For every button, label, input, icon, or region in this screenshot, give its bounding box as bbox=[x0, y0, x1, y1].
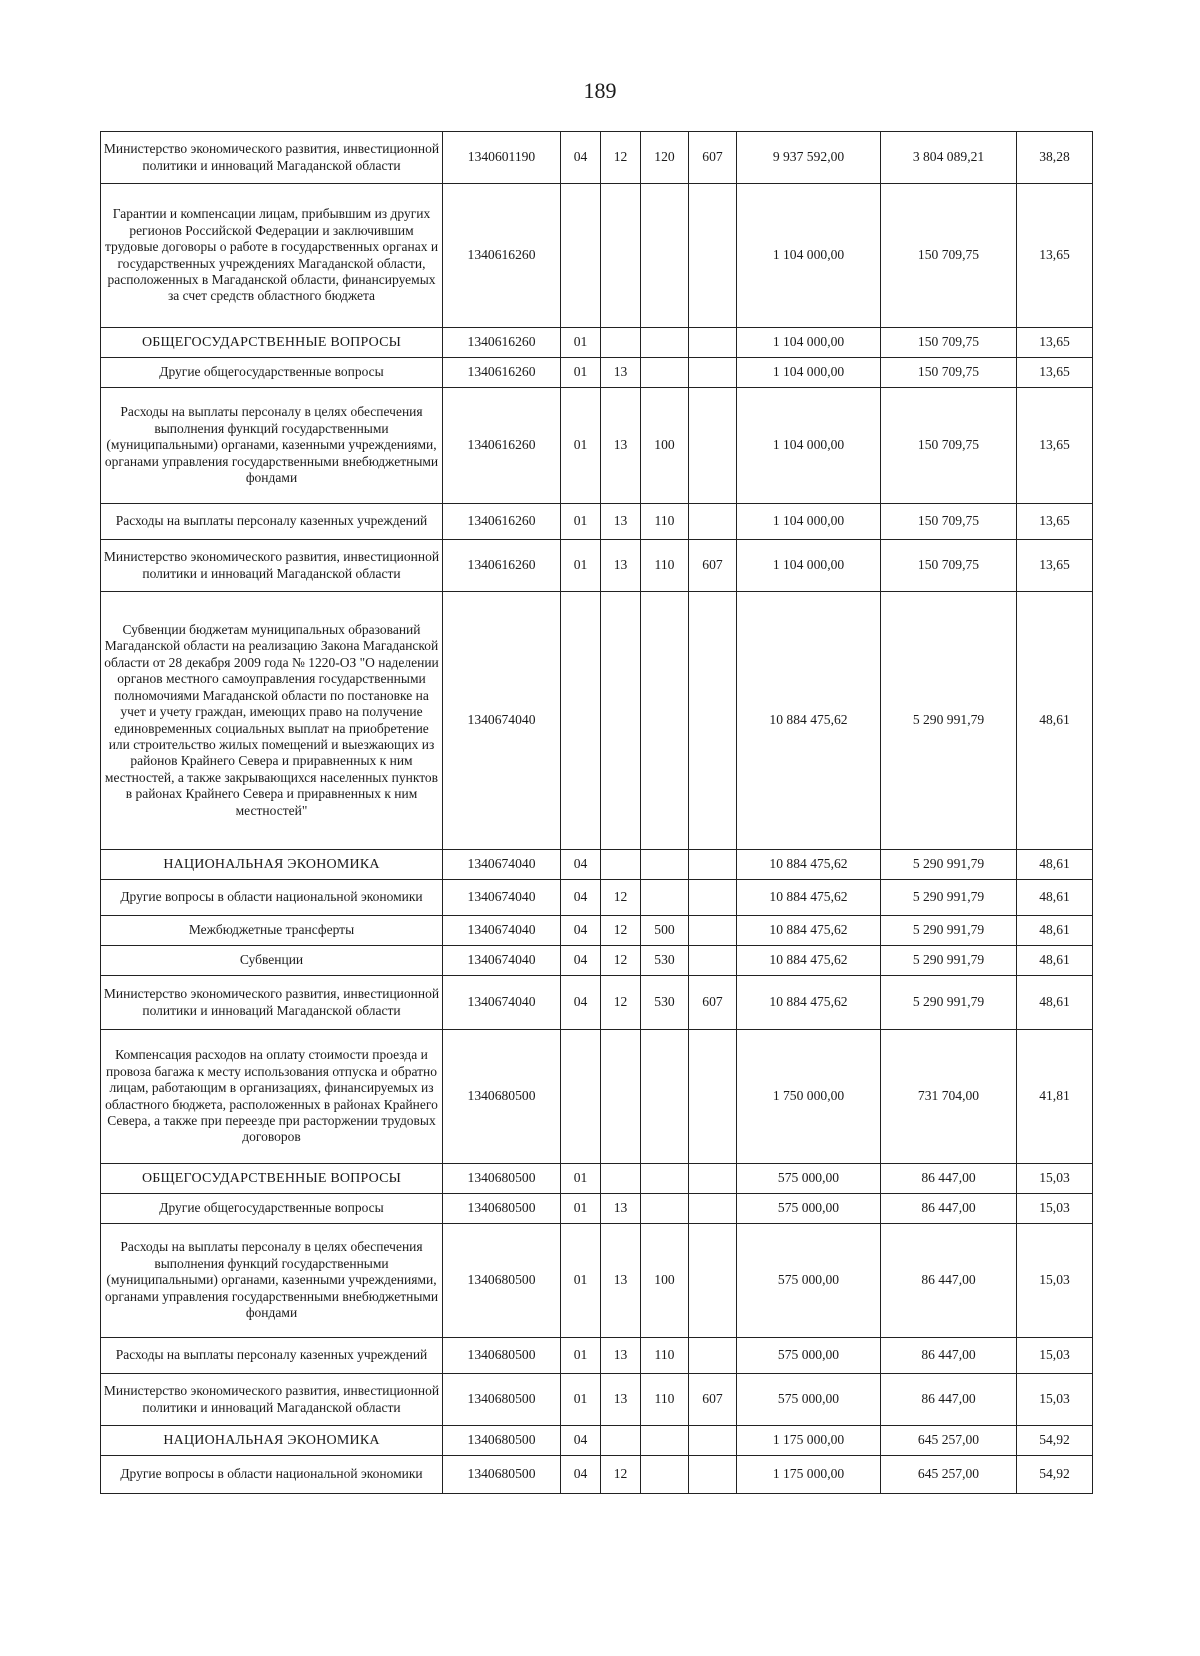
target-code-cell: 1340680500 bbox=[443, 1224, 561, 1338]
actual-amount-cell: 86 447,00 bbox=[881, 1338, 1017, 1374]
actual-amount-cell: 731 704,00 bbox=[881, 1030, 1017, 1164]
planned-amount-cell: 575 000,00 bbox=[737, 1164, 881, 1194]
row-name-cell: ОБЩЕГОСУДАРСТВЕННЫЕ ВОПРОСЫ bbox=[101, 328, 443, 358]
execution-percent-cell: 13,65 bbox=[1017, 184, 1093, 328]
section-cell: 04 bbox=[561, 1426, 601, 1456]
table-row bbox=[101, 1030, 1093, 1164]
row-name-cell: Министерство экономического развития, инвестиционной политики и инноваций Магаданской области bbox=[101, 132, 443, 184]
subsection-cell: 13 bbox=[601, 388, 641, 504]
subsection-cell: 12 bbox=[601, 1456, 641, 1494]
target-code-cell: 1340674040 bbox=[443, 976, 561, 1030]
subsection-cell: 13 bbox=[601, 1194, 641, 1224]
subsection-cell bbox=[601, 1164, 641, 1194]
table-row bbox=[101, 184, 1093, 328]
section-cell: 04 bbox=[561, 916, 601, 946]
execution-percent-cell: 48,61 bbox=[1017, 850, 1093, 880]
execution-percent-cell: 15,03 bbox=[1017, 1194, 1093, 1224]
page-number: 189 bbox=[583, 78, 617, 103]
table-row bbox=[101, 504, 1093, 540]
execution-percent-cell: 15,03 bbox=[1017, 1374, 1093, 1426]
row-name-cell: Расходы на выплаты персоналу казенных учреждений bbox=[101, 1338, 443, 1374]
budget-execution-table bbox=[100, 131, 1093, 1494]
table-row bbox=[101, 1224, 1093, 1338]
row-name-cell: Гарантии и компенсации лицам, прибывшим из других регионов Российской Федерации и заключившим трудовые договоры о работе в государственных органах и государственных учреждениях Магаданской области, расположенных в Магаданской области, финансируемых за счет средств областного бюджета bbox=[101, 184, 443, 328]
section-cell: 04 bbox=[561, 132, 601, 184]
planned-amount-cell: 575 000,00 bbox=[737, 1224, 881, 1338]
actual-amount-cell: 86 447,00 bbox=[881, 1194, 1017, 1224]
subsection-cell bbox=[601, 1426, 641, 1456]
target-code-cell: 1340680500 bbox=[443, 1030, 561, 1164]
expense-type-cell bbox=[641, 358, 689, 388]
table-row bbox=[101, 1426, 1093, 1456]
row-name-cell: Министерство экономического развития, инвестиционной политики и инноваций Магаданской области bbox=[101, 1374, 443, 1426]
admin-code-cell: 607 bbox=[689, 540, 737, 592]
actual-amount-cell: 5 290 991,79 bbox=[881, 916, 1017, 946]
expense-type-cell: 120 bbox=[641, 132, 689, 184]
table-row bbox=[101, 880, 1093, 916]
row-name-cell: Компенсация расходов на оплату стоимости проезда и провоза багажа к месту использования отпуска и обратно лицам, работающим в организациях, финансируемых из областного бюджета, расположенных в районах Крайнего Севера, а также при переезде при расторжении трудовых договоров bbox=[101, 1030, 443, 1164]
table-row bbox=[101, 1338, 1093, 1374]
row-name-cell: Другие общегосударственные вопросы bbox=[101, 358, 443, 388]
expense-type-cell: 110 bbox=[641, 504, 689, 540]
row-name-cell: Расходы на выплаты персоналу казенных учреждений bbox=[101, 504, 443, 540]
row-name-cell: Субвенции bbox=[101, 946, 443, 976]
admin-code-cell bbox=[689, 1194, 737, 1224]
section-cell bbox=[561, 592, 601, 850]
section-cell: 01 bbox=[561, 358, 601, 388]
expense-type-cell bbox=[641, 880, 689, 916]
actual-amount-cell: 86 447,00 bbox=[881, 1224, 1017, 1338]
subsection-cell bbox=[601, 1030, 641, 1164]
execution-percent-cell: 13,65 bbox=[1017, 504, 1093, 540]
target-code-cell: 1340680500 bbox=[443, 1338, 561, 1374]
row-name-cell: Расходы на выплаты персоналу в целях обеспечения выполнения функций государственными (муниципальными) органами, казенными учреждениями, органами управления государственными внебюджетными фондами bbox=[101, 1224, 443, 1338]
section-cell: 01 bbox=[561, 328, 601, 358]
target-code-cell: 1340616260 bbox=[443, 328, 561, 358]
expense-type-cell: 100 bbox=[641, 388, 689, 504]
actual-amount-cell: 645 257,00 bbox=[881, 1456, 1017, 1494]
planned-amount-cell: 575 000,00 bbox=[737, 1374, 881, 1426]
target-code-cell: 1340674040 bbox=[443, 850, 561, 880]
actual-amount-cell: 150 709,75 bbox=[881, 388, 1017, 504]
admin-code-cell bbox=[689, 592, 737, 850]
row-name-cell: Другие общегосударственные вопросы bbox=[101, 1194, 443, 1224]
execution-percent-cell: 38,28 bbox=[1017, 132, 1093, 184]
expense-type-cell bbox=[641, 1194, 689, 1224]
expense-type-cell: 500 bbox=[641, 916, 689, 946]
subsection-cell: 13 bbox=[601, 540, 641, 592]
admin-code-cell bbox=[689, 388, 737, 504]
table-row bbox=[101, 916, 1093, 946]
table-row bbox=[101, 976, 1093, 1030]
planned-amount-cell: 10 884 475,62 bbox=[737, 850, 881, 880]
target-code-cell: 1340680500 bbox=[443, 1164, 561, 1194]
target-code-cell: 1340680500 bbox=[443, 1426, 561, 1456]
target-code-cell: 1340601190 bbox=[443, 132, 561, 184]
execution-percent-cell: 54,92 bbox=[1017, 1426, 1093, 1456]
execution-percent-cell: 48,61 bbox=[1017, 916, 1093, 946]
admin-code-cell bbox=[689, 1456, 737, 1494]
section-cell: 01 bbox=[561, 1194, 601, 1224]
actual-amount-cell: 5 290 991,79 bbox=[881, 592, 1017, 850]
planned-amount-cell: 575 000,00 bbox=[737, 1338, 881, 1374]
section-cell bbox=[561, 1030, 601, 1164]
row-name-cell: Другие вопросы в области национальной экономики bbox=[101, 880, 443, 916]
planned-amount-cell: 10 884 475,62 bbox=[737, 916, 881, 946]
planned-amount-cell: 1 175 000,00 bbox=[737, 1456, 881, 1494]
subsection-cell: 13 bbox=[601, 1224, 641, 1338]
table-row bbox=[101, 132, 1093, 184]
planned-amount-cell: 1 104 000,00 bbox=[737, 540, 881, 592]
actual-amount-cell: 5 290 991,79 bbox=[881, 850, 1017, 880]
section-cell: 04 bbox=[561, 946, 601, 976]
table-row bbox=[101, 946, 1093, 976]
section-cell: 01 bbox=[561, 504, 601, 540]
section-cell: 01 bbox=[561, 540, 601, 592]
admin-code-cell bbox=[689, 1338, 737, 1374]
expense-type-cell: 530 bbox=[641, 976, 689, 1030]
table-row bbox=[101, 540, 1093, 592]
admin-code-cell: 607 bbox=[689, 976, 737, 1030]
target-code-cell: 1340680500 bbox=[443, 1456, 561, 1494]
section-cell: 01 bbox=[561, 388, 601, 504]
actual-amount-cell: 5 290 991,79 bbox=[881, 880, 1017, 916]
target-code-cell: 1340616260 bbox=[443, 540, 561, 592]
planned-amount-cell: 10 884 475,62 bbox=[737, 880, 881, 916]
planned-amount-cell: 9 937 592,00 bbox=[737, 132, 881, 184]
execution-percent-cell: 15,03 bbox=[1017, 1164, 1093, 1194]
actual-amount-cell: 86 447,00 bbox=[881, 1164, 1017, 1194]
execution-percent-cell: 13,65 bbox=[1017, 540, 1093, 592]
section-cell bbox=[561, 184, 601, 328]
row-name-cell: Другие вопросы в области национальной экономики bbox=[101, 1456, 443, 1494]
target-code-cell: 1340616260 bbox=[443, 388, 561, 504]
execution-percent-cell: 15,03 bbox=[1017, 1338, 1093, 1374]
section-cell: 04 bbox=[561, 880, 601, 916]
actual-amount-cell: 645 257,00 bbox=[881, 1426, 1017, 1456]
subsection-cell: 12 bbox=[601, 880, 641, 916]
planned-amount-cell: 575 000,00 bbox=[737, 1194, 881, 1224]
admin-code-cell bbox=[689, 946, 737, 976]
row-name-cell: Министерство экономического развития, инвестиционной политики и инноваций Магаданской области bbox=[101, 976, 443, 1030]
expense-type-cell: 110 bbox=[641, 1338, 689, 1374]
target-code-cell: 1340616260 bbox=[443, 358, 561, 388]
table-row bbox=[101, 358, 1093, 388]
admin-code-cell bbox=[689, 504, 737, 540]
execution-percent-cell: 13,65 bbox=[1017, 388, 1093, 504]
row-name-cell: Расходы на выплаты персоналу в целях обеспечения выполнения функций государственными (муниципальными) органами, казенными учреждениями, органами управления государственными внебюджетными фондами bbox=[101, 388, 443, 504]
planned-amount-cell: 10 884 475,62 bbox=[737, 976, 881, 1030]
planned-amount-cell: 1 104 000,00 bbox=[737, 358, 881, 388]
section-cell: 01 bbox=[561, 1374, 601, 1426]
expense-type-cell bbox=[641, 1164, 689, 1194]
admin-code-cell bbox=[689, 358, 737, 388]
planned-amount-cell: 1 104 000,00 bbox=[737, 504, 881, 540]
section-cell: 01 bbox=[561, 1164, 601, 1194]
admin-code-cell bbox=[689, 1164, 737, 1194]
table-row bbox=[101, 328, 1093, 358]
actual-amount-cell: 150 709,75 bbox=[881, 328, 1017, 358]
subsection-cell bbox=[601, 328, 641, 358]
target-code-cell: 1340674040 bbox=[443, 592, 561, 850]
table-row bbox=[101, 1374, 1093, 1426]
row-name-cell: Межбюджетные трансферты bbox=[101, 916, 443, 946]
actual-amount-cell: 150 709,75 bbox=[881, 540, 1017, 592]
target-code-cell: 1340616260 bbox=[443, 504, 561, 540]
table-row bbox=[101, 850, 1093, 880]
actual-amount-cell: 5 290 991,79 bbox=[881, 946, 1017, 976]
subsection-cell: 13 bbox=[601, 1374, 641, 1426]
execution-percent-cell: 13,65 bbox=[1017, 328, 1093, 358]
admin-code-cell: 607 bbox=[689, 132, 737, 184]
section-cell: 04 bbox=[561, 976, 601, 1030]
target-code-cell: 1340674040 bbox=[443, 946, 561, 976]
planned-amount-cell: 1 104 000,00 bbox=[737, 184, 881, 328]
expense-type-cell bbox=[641, 592, 689, 850]
expense-type-cell: 100 bbox=[641, 1224, 689, 1338]
expense-type-cell bbox=[641, 1426, 689, 1456]
planned-amount-cell: 10 884 475,62 bbox=[737, 946, 881, 976]
expense-type-cell bbox=[641, 184, 689, 328]
row-name-cell: Министерство экономического развития, инвестиционной политики и инноваций Магаданской области bbox=[101, 540, 443, 592]
target-code-cell: 1340680500 bbox=[443, 1194, 561, 1224]
execution-percent-cell: 48,61 bbox=[1017, 976, 1093, 1030]
expense-type-cell bbox=[641, 1030, 689, 1164]
row-name-cell: НАЦИОНАЛЬНАЯ ЭКОНОМИКА bbox=[101, 1426, 443, 1456]
execution-percent-cell: 54,92 bbox=[1017, 1456, 1093, 1494]
actual-amount-cell: 5 290 991,79 bbox=[881, 976, 1017, 1030]
planned-amount-cell: 1 175 000,00 bbox=[737, 1426, 881, 1456]
table-row bbox=[101, 1164, 1093, 1194]
section-cell: 01 bbox=[561, 1338, 601, 1374]
planned-amount-cell: 10 884 475,62 bbox=[737, 592, 881, 850]
execution-percent-cell: 15,03 bbox=[1017, 1224, 1093, 1338]
execution-percent-cell: 48,61 bbox=[1017, 880, 1093, 916]
actual-amount-cell: 86 447,00 bbox=[881, 1374, 1017, 1426]
execution-percent-cell: 48,61 bbox=[1017, 592, 1093, 850]
execution-percent-cell: 48,61 bbox=[1017, 946, 1093, 976]
admin-code-cell bbox=[689, 850, 737, 880]
subsection-cell: 12 bbox=[601, 976, 641, 1030]
row-name-cell: Субвенции бюджетам муниципальных образований Магаданской области на реализацию Закона Магаданской области от 28 декабря 2009 года № 1220-ОЗ "О наделении органов местного самоуправления государственными полномочиями Магаданской области по постановке на учет и учету граждан, имеющих право на получение единовременных социальных выплат на приобретение или строительство жилых помещений и выезжающих из районов Крайнего Севера и приравненных к ним местностей, а также закрывающихся населенных пунктов в районах Крайнего Севера и приравненных к ним местностей" bbox=[101, 592, 443, 850]
expense-type-cell: 110 bbox=[641, 540, 689, 592]
planned-amount-cell: 1 104 000,00 bbox=[737, 388, 881, 504]
target-code-cell: 1340674040 bbox=[443, 916, 561, 946]
row-name-cell: НАЦИОНАЛЬНАЯ ЭКОНОМИКА bbox=[101, 850, 443, 880]
actual-amount-cell: 150 709,75 bbox=[881, 358, 1017, 388]
expense-type-cell bbox=[641, 328, 689, 358]
table-row bbox=[101, 592, 1093, 850]
row-name-cell: ОБЩЕГОСУДАРСТВЕННЫЕ ВОПРОСЫ bbox=[101, 1164, 443, 1194]
table-body bbox=[101, 132, 1093, 1494]
table-row bbox=[101, 388, 1093, 504]
admin-code-cell bbox=[689, 880, 737, 916]
subsection-cell bbox=[601, 592, 641, 850]
admin-code-cell bbox=[689, 1426, 737, 1456]
subsection-cell: 13 bbox=[601, 504, 641, 540]
admin-code-cell bbox=[689, 1224, 737, 1338]
execution-percent-cell: 41,81 bbox=[1017, 1030, 1093, 1164]
actual-amount-cell: 3 804 089,21 bbox=[881, 132, 1017, 184]
expense-type-cell bbox=[641, 1456, 689, 1494]
execution-percent-cell: 13,65 bbox=[1017, 358, 1093, 388]
table-row bbox=[101, 1194, 1093, 1224]
subsection-cell: 12 bbox=[601, 946, 641, 976]
subsection-cell: 12 bbox=[601, 132, 641, 184]
subsection-cell bbox=[601, 850, 641, 880]
subsection-cell bbox=[601, 184, 641, 328]
actual-amount-cell: 150 709,75 bbox=[881, 504, 1017, 540]
admin-code-cell: 607 bbox=[689, 1374, 737, 1426]
target-code-cell: 1340674040 bbox=[443, 880, 561, 916]
actual-amount-cell: 150 709,75 bbox=[881, 184, 1017, 328]
admin-code-cell bbox=[689, 328, 737, 358]
section-cell: 04 bbox=[561, 850, 601, 880]
admin-code-cell bbox=[689, 184, 737, 328]
target-code-cell: 1340680500 bbox=[443, 1374, 561, 1426]
subsection-cell: 13 bbox=[601, 1338, 641, 1374]
expense-type-cell: 110 bbox=[641, 1374, 689, 1426]
planned-amount-cell: 1 750 000,00 bbox=[737, 1030, 881, 1164]
target-code-cell: 1340616260 bbox=[443, 184, 561, 328]
admin-code-cell bbox=[689, 1030, 737, 1164]
section-cell: 01 bbox=[561, 1224, 601, 1338]
planned-amount-cell: 1 104 000,00 bbox=[737, 328, 881, 358]
subsection-cell: 13 bbox=[601, 358, 641, 388]
expense-type-cell bbox=[641, 850, 689, 880]
expense-type-cell: 530 bbox=[641, 946, 689, 976]
table-row bbox=[101, 1456, 1093, 1494]
admin-code-cell bbox=[689, 916, 737, 946]
subsection-cell: 12 bbox=[601, 916, 641, 946]
section-cell: 04 bbox=[561, 1456, 601, 1494]
